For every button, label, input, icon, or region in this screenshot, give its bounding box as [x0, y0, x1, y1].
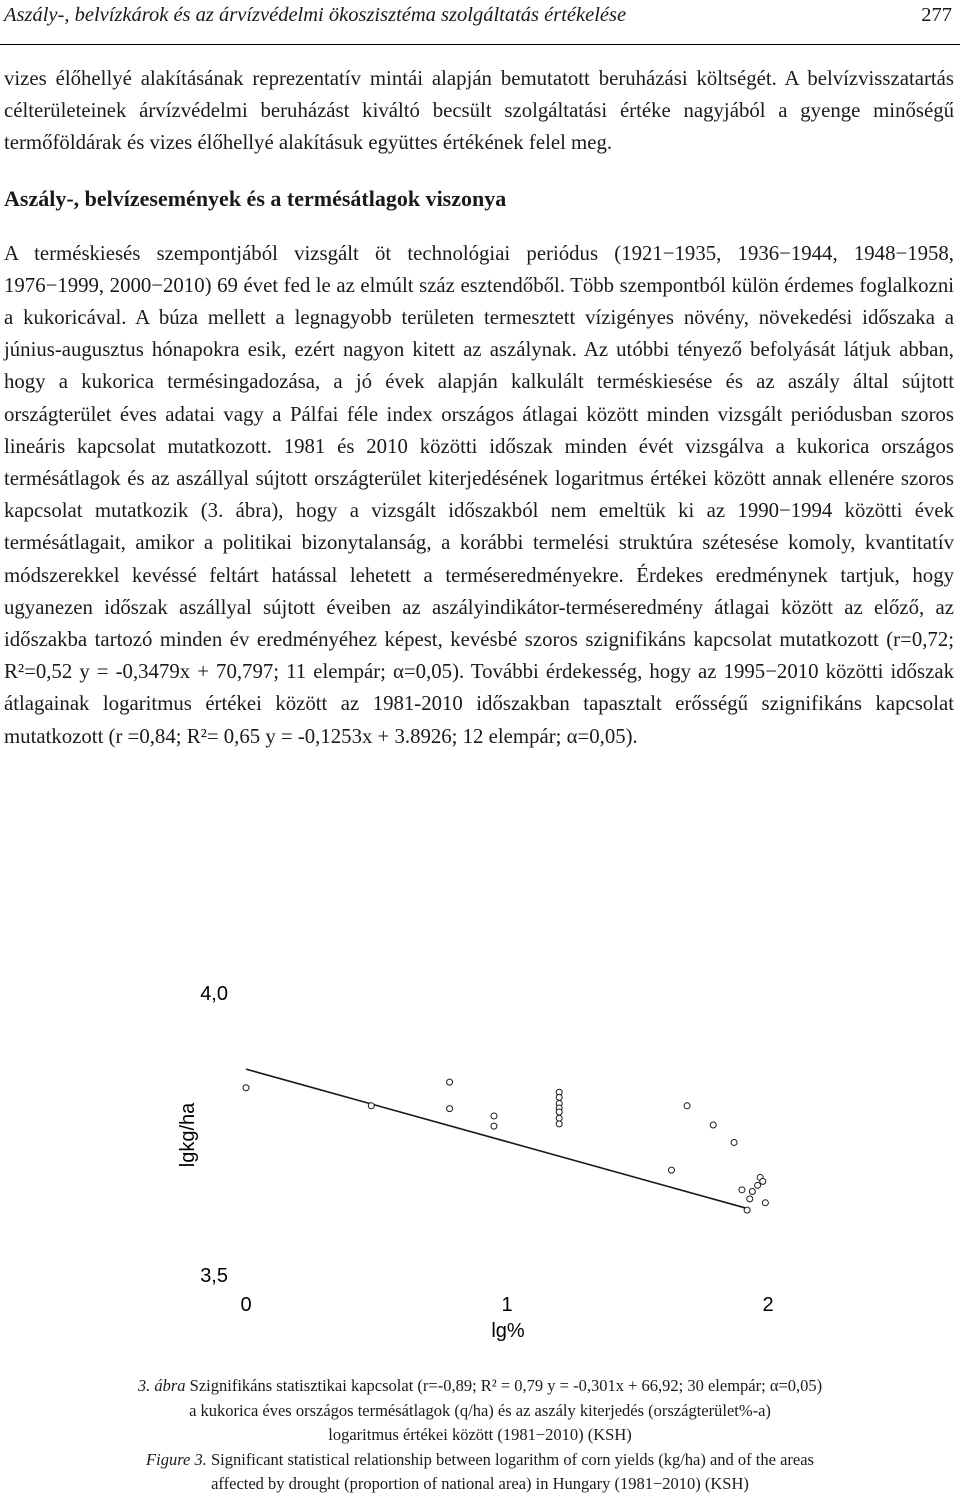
running-title: Aszály-, belvízkárok és az árvízvédelmi ökoszisztéma szolgáltatás értékelése	[4, 4, 627, 26]
figure-scatter-plot	[170, 975, 790, 1345]
article-body	[4, 63, 954, 753]
data-point	[710, 1122, 716, 1128]
paragraph-main: A terméskiesés szempontjából vizsgált öt technológiai periódus (1921−1935, 1936−1944, 1948−1958, 1976−1999, 2000−2010) 69 évet fed le az elmúlt száz esztendőből. Több szempontból külön érdemes foglalkozni a kukoricával. A búza mellett a legnagyobb területen termesztett vízigényes növény, növekedési időszaka a június-augusztus hónapokra esik, ezért nagyon kitett az aszálynak. Az utóbbi tényező befolyását látjuk abban, hogy a kukorica termésingadozása, a jó évek alapján kalkulált terméskiesése és az aszály által sújtott országterület éves adatai vagy a Pálfai féle index országos átlagai között minden vizsgált periódusban szoros lineáris kapcsolat mutatkozott. 1981 és 2010 közötti időszak minden évét vizsgálva a kukorica országos termésátlagok és az aszállyal sújtott országterület kiterjedésének logaritmus értékei között annak ellenére szoros kapcsolat mutatkozik (3. ábra), hogy a vizsgált időszakból nem emeltük ki az 1990−1994 közötti évek termésátlagait, amikor a politikai bizonytalanság, a korábbi termelési struktúra szétesése komoly, kvantitatív módszerekkel kevéssé feltárt hatással lehetett a terméseredményekre. Érdekes eredménynek tartjuk, hogy ugyanezen időszak aszállyal sújtott éveiben az aszályindikátor-terméseredmény átlagai között az előző, az időszakba tartozó minden év eredményéhez képest, kevésbé szoros szignifikáns kapcsolat mutatkozott (r=0,72; R²=0,52 y = -0,3479x + 70,797; 11 elempár; α=0,05). További érdekesség, hogy az 1995−2010 közötti időszak átlagainak logaritmus értékei között az 1981-2010 időszakban tapasztalt erősségű szignifikáns kapcsolat mutatkozott (r =0,84; R²= 0,65 y = -0,1253x + 3.8926; 12 elempár; α=0,05).	[4, 241, 954, 748]
data-point	[556, 1094, 562, 1100]
page-number: 277	[921, 4, 952, 26]
data-point	[556, 1121, 562, 1127]
caption-line-3: logaritmus értékei között (1981−2010) (KSH)	[328, 1425, 632, 1444]
data-point	[556, 1115, 562, 1121]
data-point	[447, 1079, 453, 1085]
caption-line-4	[30, 1448, 930, 1473]
y-axis-label: lgkg/ha	[177, 1102, 199, 1168]
x-tick-label: 1	[501, 1294, 513, 1316]
caption-line-2: a kukorica éves országos termésátlagok (q/ha) és az aszály kiterjedés (országterület%-a)	[189, 1400, 771, 1420]
data-point	[747, 1196, 753, 1202]
x-tick-label: 0	[240, 1294, 252, 1316]
caption-figure-label: 3. ábra	[137, 1376, 186, 1395]
caption-line-1-text: Szignifikáns statisztikai kapcsolat (r=-0,89; R² = 0,79 y = -0,301x + 66,92; 30 elempár; α=0,05)	[189, 1376, 823, 1395]
data-point	[684, 1103, 690, 1109]
data-point	[760, 1178, 766, 1184]
paragraph-intro: vizes élőhellyé alakításának reprezentatív mintái alapján bemutatott beruházási költségét. A belvízvisszatartás célterületeinek árvízvédelmi beruházást kiváltó becsült szolgáltatási értéke nagyjából a gyenge minőségű termőföldárak és vizes élőhellyé alakításuk együttes értékének felel meg.	[4, 67, 954, 155]
caption-line-5: affected by drought (proportion of national area) in Hungary (1981−2010) (KSH)	[211, 1474, 749, 1493]
data-point	[491, 1113, 497, 1119]
trend-line	[246, 1069, 747, 1208]
x-axis-label: lg%	[491, 1320, 525, 1342]
scatter-chart	[170, 975, 790, 1345]
data-point	[731, 1139, 737, 1145]
data-point	[739, 1187, 745, 1193]
section-heading: Aszály-, belvízesemények és a termésátlagok viszonya	[4, 185, 507, 211]
data-point	[762, 1200, 768, 1206]
data-point	[491, 1123, 497, 1129]
data-point	[749, 1189, 755, 1195]
data-point	[243, 1085, 249, 1091]
data-point	[755, 1182, 761, 1188]
figure-caption	[30, 1374, 930, 1497]
caption-figure-label-en: Figure 3.	[146, 1449, 207, 1469]
data-point	[744, 1207, 750, 1213]
x-tick-label: 2	[762, 1294, 774, 1316]
caption-line-4-text: Significant statistical relationship between logarithm of corn yields (kg/ha) and of the areas	[210, 1449, 814, 1469]
data-point	[556, 1109, 562, 1115]
data-point	[668, 1167, 674, 1173]
caption-line-1	[30, 1374, 930, 1399]
running-header	[0, 0, 960, 45]
y-tick-label: 3,5	[200, 1265, 228, 1287]
data-point	[447, 1106, 453, 1112]
y-tick-label: 4,0	[200, 983, 228, 1005]
data-point	[368, 1103, 374, 1109]
